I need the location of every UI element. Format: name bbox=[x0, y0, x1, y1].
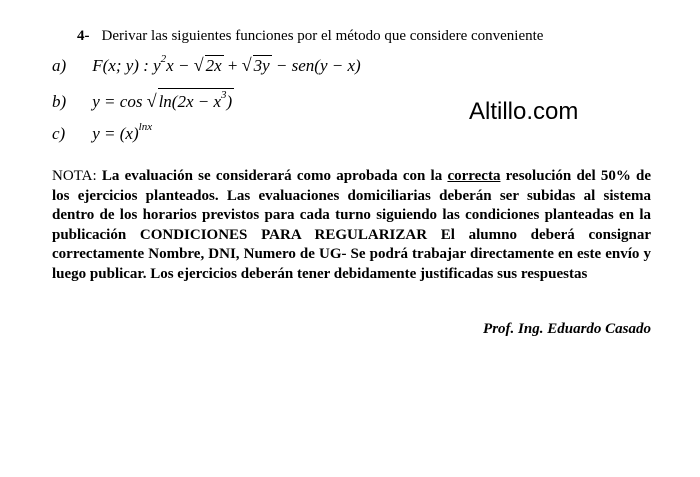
exercise-heading bbox=[77, 28, 543, 45]
sqrt-icon: √ bbox=[146, 91, 157, 111]
note-paragraph bbox=[52, 167, 651, 284]
item-label: c) bbox=[52, 124, 66, 143]
sqrt-icon: √ bbox=[241, 55, 252, 75]
sqrt-icon: √ bbox=[193, 55, 204, 75]
function-a bbox=[92, 53, 361, 75]
watermark: Altillo.com bbox=[469, 98, 579, 125]
exercise-item-c bbox=[52, 121, 152, 144]
exercise-number: 4- bbox=[77, 28, 90, 44]
note-lead: NOTA: bbox=[52, 168, 97, 184]
function-b-exponent: 3 bbox=[221, 89, 227, 101]
function-b-radicand-body: ln(2x − x bbox=[158, 92, 222, 111]
note-text-1: La evaluación se considerará como aprobada con la bbox=[101, 168, 443, 184]
note-underlined-word: correcta bbox=[447, 168, 501, 184]
function-a-radicand-1: 2x bbox=[205, 56, 222, 75]
function-c-exponent: lnx bbox=[138, 121, 153, 133]
function-b-radicand bbox=[158, 88, 235, 112]
signature: Prof. Ing. Eduardo Casado bbox=[483, 321, 651, 337]
function-a-mid: x − bbox=[166, 56, 190, 75]
item-label: a) bbox=[52, 56, 67, 75]
item-label: b) bbox=[52, 92, 67, 111]
exercise-item-b bbox=[52, 88, 234, 112]
function-a-radicand-2: 3y bbox=[253, 56, 270, 75]
function-c bbox=[92, 121, 153, 143]
function-b-radicand-close: ) bbox=[226, 92, 233, 111]
function-b-lhs: y = cos bbox=[92, 92, 143, 111]
function-a-exponent: 2 bbox=[160, 53, 167, 65]
exercise-item-a bbox=[52, 53, 361, 76]
function-a-plus: + bbox=[227, 56, 238, 75]
function-c-lhs: y = (x) bbox=[92, 124, 139, 143]
function-a-tail: − sen(y − x) bbox=[275, 56, 361, 75]
exercise-instruction: Derivar las siguientes funciones por el método que considere conveniente bbox=[101, 28, 544, 44]
function-b bbox=[92, 89, 234, 111]
function-a-lhs: F(x; y) : y bbox=[92, 56, 161, 75]
note-text-2: resolución del 50% de los ejercicios planteados. Las evaluaciones domiciliarias deberán ser subidas al sistema dentro de los horarios previstos para cada turno siguiendo las condiciones planteadas en la publicación CONDICIONES PARA REGULARIZAR El alumno deberá consignar correctamente Nombre, DNI, Numero de UG- Se podrá trabajar directamente en este envío y luego publicar. Los ejercicios deberán tener debidamente justificadas sus respuestas bbox=[52, 168, 652, 282]
